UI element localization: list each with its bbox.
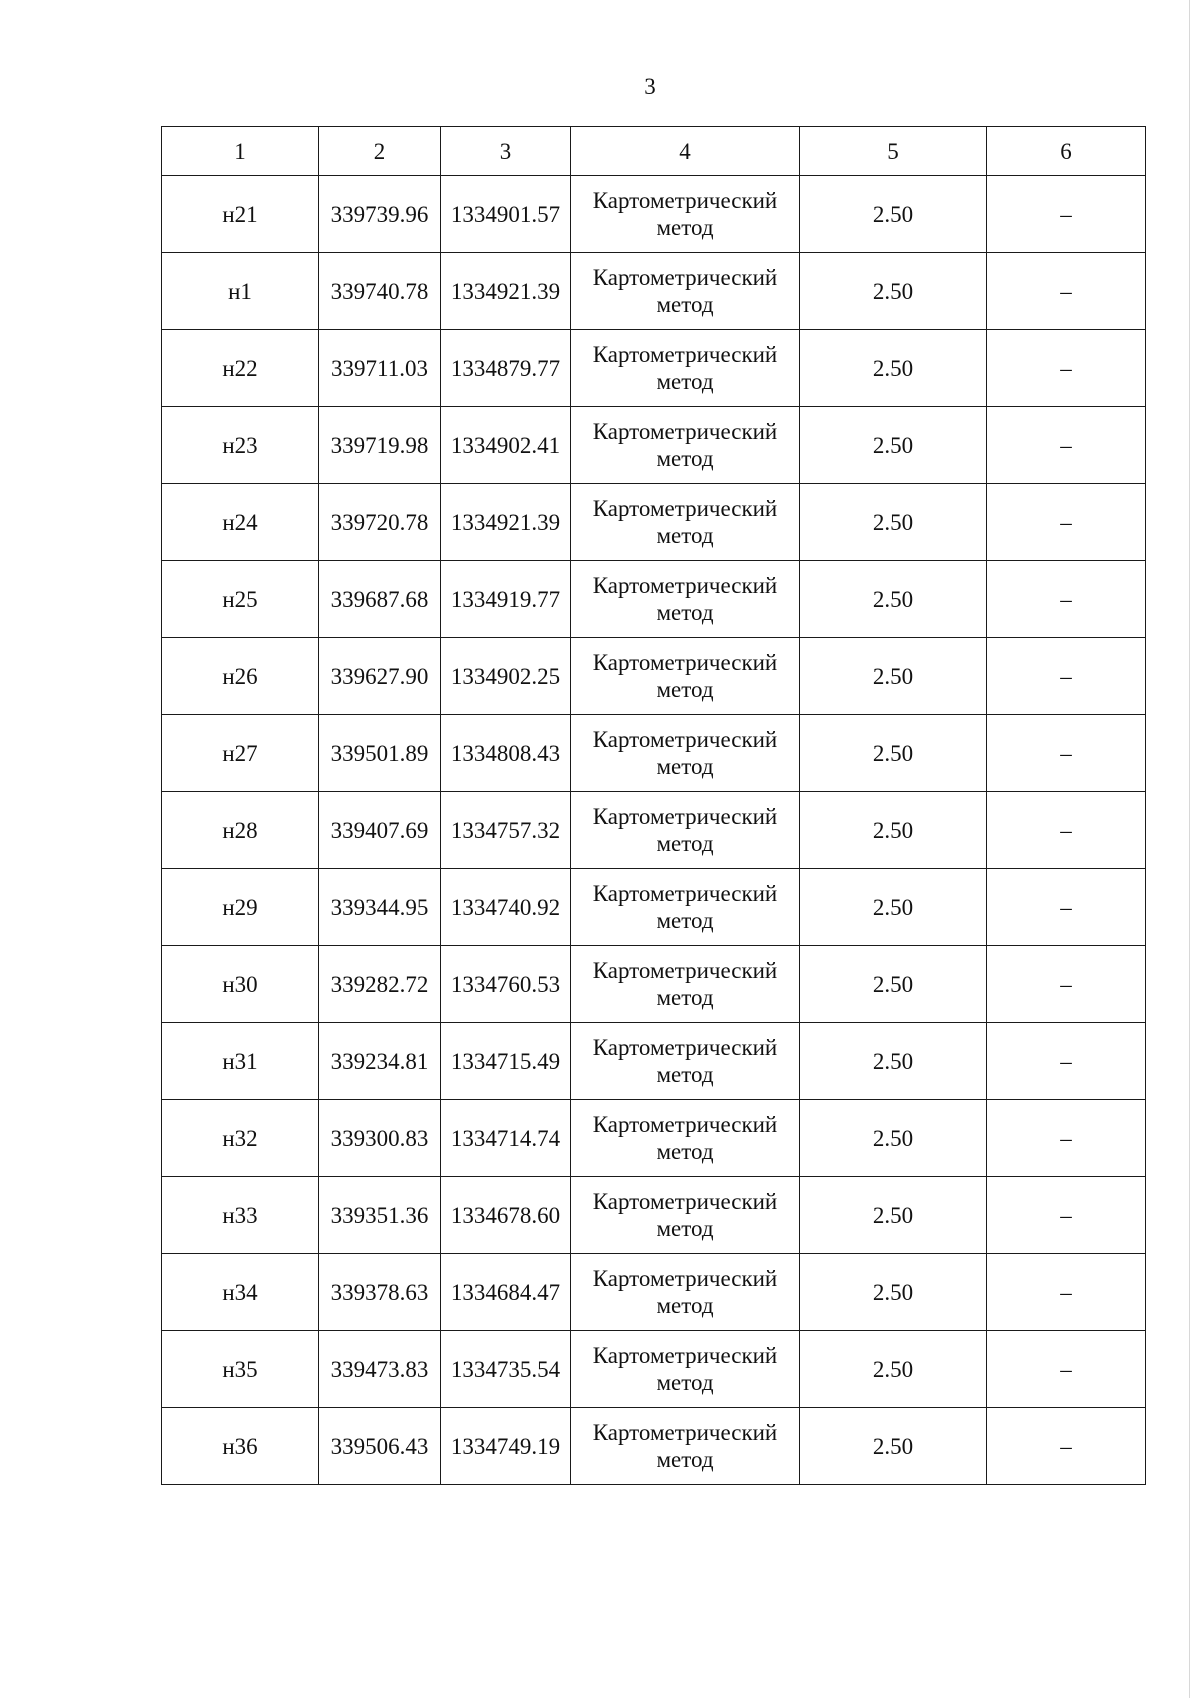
accuracy-cell: 2.50 [800, 407, 987, 484]
description-cell: – [987, 561, 1146, 638]
method-line-1: Картометрический [592, 573, 778, 598]
accuracy-cell: 2.50 [800, 253, 987, 330]
x-coordinate-cell: 339719.98 [319, 407, 441, 484]
table-row [162, 561, 1146, 638]
method-line-2: метод [656, 754, 714, 779]
method-line-1: Картометрический [592, 1343, 778, 1368]
y-coordinate-cell: 1334735.54 [441, 1331, 571, 1408]
accuracy-cell: 2.50 [800, 1177, 987, 1254]
method-cell [571, 1100, 800, 1177]
x-coordinate-cell: 339506.43 [319, 1408, 441, 1485]
table-row [162, 1023, 1146, 1100]
x-coordinate-cell: 339378.63 [319, 1254, 441, 1331]
method-cell [571, 715, 800, 792]
accuracy-cell: 2.50 [800, 715, 987, 792]
description-cell: – [987, 946, 1146, 1023]
table-row [162, 869, 1146, 946]
method-line-2: метод [656, 292, 714, 317]
method-cell [571, 253, 800, 330]
header-cell-5: 5 [800, 127, 987, 176]
method-line-1: Картометрический [592, 419, 778, 444]
accuracy-cell: 2.50 [800, 869, 987, 946]
method-cell [571, 407, 800, 484]
description-cell: – [987, 1408, 1146, 1485]
point-id-cell: н28 [162, 792, 319, 869]
y-coordinate-cell: 1334684.47 [441, 1254, 571, 1331]
method-line-2: метод [656, 985, 714, 1010]
y-coordinate-cell: 1334879.77 [441, 330, 571, 407]
point-id-cell: н35 [162, 1331, 319, 1408]
header-cell-4: 4 [571, 127, 800, 176]
header-cell-2: 2 [319, 127, 441, 176]
point-id-cell: н31 [162, 1023, 319, 1100]
method-line-2: метод [656, 369, 714, 394]
point-id-cell: н36 [162, 1408, 319, 1485]
x-coordinate-cell: 339720.78 [319, 484, 441, 561]
point-id-cell: н33 [162, 1177, 319, 1254]
x-coordinate-cell: 339344.95 [319, 869, 441, 946]
description-cell: – [987, 484, 1146, 561]
method-cell [571, 638, 800, 715]
accuracy-cell: 2.50 [800, 946, 987, 1023]
table-row [162, 1254, 1146, 1331]
description-cell: – [987, 638, 1146, 715]
point-id-cell: н34 [162, 1254, 319, 1331]
accuracy-cell: 2.50 [800, 330, 987, 407]
y-coordinate-cell: 1334808.43 [441, 715, 571, 792]
method-line-2: метод [656, 215, 714, 240]
method-line-2: метод [656, 1293, 714, 1318]
y-coordinate-cell: 1334921.39 [441, 484, 571, 561]
method-line-1: Картометрический [592, 342, 778, 367]
header-cell-1: 1 [162, 127, 319, 176]
method-cell [571, 561, 800, 638]
y-coordinate-cell: 1334714.74 [441, 1100, 571, 1177]
description-cell: – [987, 253, 1146, 330]
method-line-1: Картометрический [592, 727, 778, 752]
method-cell [571, 1254, 800, 1331]
accuracy-cell: 2.50 [800, 1100, 987, 1177]
point-id-cell: н24 [162, 484, 319, 561]
accuracy-cell: 2.50 [800, 484, 987, 561]
table-row [162, 946, 1146, 1023]
point-id-cell: н1 [162, 253, 319, 330]
method-cell [571, 946, 800, 1023]
accuracy-cell: 2.50 [800, 1331, 987, 1408]
table-header [162, 127, 1146, 176]
method-line-2: метод [656, 1139, 714, 1164]
x-coordinate-cell: 339473.83 [319, 1331, 441, 1408]
method-cell [571, 1408, 800, 1485]
accuracy-cell: 2.50 [800, 176, 987, 253]
x-coordinate-cell: 339407.69 [319, 792, 441, 869]
method-line-1: Картометрический [592, 496, 778, 521]
point-id-cell: н26 [162, 638, 319, 715]
table-row [162, 1408, 1146, 1485]
method-cell [571, 330, 800, 407]
description-cell: – [987, 715, 1146, 792]
table-row [162, 638, 1146, 715]
method-cell [571, 1331, 800, 1408]
method-line-1: Картометрический [592, 958, 778, 983]
description-cell: – [987, 330, 1146, 407]
x-coordinate-cell: 339739.96 [319, 176, 441, 253]
accuracy-cell: 2.50 [800, 638, 987, 715]
method-line-1: Картометрический [592, 650, 778, 675]
table-row [162, 1100, 1146, 1177]
page-number: 3 [644, 74, 656, 99]
point-id-cell: н23 [162, 407, 319, 484]
x-coordinate-cell: 339234.81 [319, 1023, 441, 1100]
method-cell [571, 1177, 800, 1254]
description-cell: – [987, 1331, 1146, 1408]
description-cell: – [987, 1254, 1146, 1331]
accuracy-cell: 2.50 [800, 561, 987, 638]
table-row [162, 1331, 1146, 1408]
description-cell: – [987, 176, 1146, 253]
x-coordinate-cell: 339282.72 [319, 946, 441, 1023]
description-cell: – [987, 407, 1146, 484]
y-coordinate-cell: 1334902.41 [441, 407, 571, 484]
description-cell: – [987, 869, 1146, 946]
y-coordinate-cell: 1334760.53 [441, 946, 571, 1023]
y-coordinate-cell: 1334757.32 [441, 792, 571, 869]
header-row [162, 127, 1146, 176]
method-line-2: метод [656, 446, 714, 471]
table-row [162, 407, 1146, 484]
method-line-1: Картометрический [592, 1112, 778, 1137]
table-row [162, 176, 1146, 253]
accuracy-cell: 2.50 [800, 1023, 987, 1100]
header-cell-3: 3 [441, 127, 571, 176]
method-line-2: метод [656, 1447, 714, 1472]
point-id-cell: н25 [162, 561, 319, 638]
point-id-cell: н29 [162, 869, 319, 946]
method-line-2: метод [656, 1370, 714, 1395]
point-id-cell: н22 [162, 330, 319, 407]
method-line-1: Картометрический [592, 1035, 778, 1060]
method-cell [571, 484, 800, 561]
table-row [162, 253, 1146, 330]
x-coordinate-cell: 339711.03 [319, 330, 441, 407]
table-row [162, 1177, 1146, 1254]
accuracy-cell: 2.50 [800, 792, 987, 869]
table-row [162, 484, 1146, 561]
method-line-1: Картометрический [592, 1420, 778, 1445]
coordinates-table [161, 126, 1146, 1485]
y-coordinate-cell: 1334715.49 [441, 1023, 571, 1100]
method-cell [571, 176, 800, 253]
table-row [162, 715, 1146, 792]
point-id-cell: н32 [162, 1100, 319, 1177]
method-line-1: Картометрический [592, 1266, 778, 1291]
x-coordinate-cell: 339351.36 [319, 1177, 441, 1254]
accuracy-cell: 2.50 [800, 1408, 987, 1485]
point-id-cell: н30 [162, 946, 319, 1023]
table-row [162, 792, 1146, 869]
x-coordinate-cell: 339740.78 [319, 253, 441, 330]
table-body [162, 176, 1146, 1485]
y-coordinate-cell: 1334749.19 [441, 1408, 571, 1485]
y-coordinate-cell: 1334919.77 [441, 561, 571, 638]
x-coordinate-cell: 339300.83 [319, 1100, 441, 1177]
x-coordinate-cell: 339687.68 [319, 561, 441, 638]
point-id-cell: н21 [162, 176, 319, 253]
description-cell: – [987, 1100, 1146, 1177]
method-line-2: метод [656, 908, 714, 933]
method-line-2: метод [656, 600, 714, 625]
method-line-1: Картометрический [592, 188, 778, 213]
y-coordinate-cell: 1334678.60 [441, 1177, 571, 1254]
method-line-1: Картометрический [592, 881, 778, 906]
accuracy-cell: 2.50 [800, 1254, 987, 1331]
method-line-2: метод [656, 677, 714, 702]
y-coordinate-cell: 1334902.25 [441, 638, 571, 715]
method-cell [571, 869, 800, 946]
method-line-2: метод [656, 523, 714, 548]
point-id-cell: н27 [162, 715, 319, 792]
x-coordinate-cell: 339627.90 [319, 638, 441, 715]
table-row [162, 330, 1146, 407]
method-line-1: Картометрический [592, 1189, 778, 1214]
description-cell: – [987, 792, 1146, 869]
x-coordinate-cell: 339501.89 [319, 715, 441, 792]
method-cell [571, 792, 800, 869]
method-line-2: метод [656, 1216, 714, 1241]
method-line-1: Картометрический [592, 804, 778, 829]
method-line-2: метод [656, 831, 714, 856]
y-coordinate-cell: 1334901.57 [441, 176, 571, 253]
method-line-1: Картометрический [592, 265, 778, 290]
method-cell [571, 1023, 800, 1100]
header-cell-6: 6 [987, 127, 1146, 176]
y-coordinate-cell: 1334740.92 [441, 869, 571, 946]
description-cell: – [987, 1177, 1146, 1254]
scan-edge-line [1189, 0, 1190, 1698]
method-line-2: метод [656, 1062, 714, 1087]
description-cell: – [987, 1023, 1146, 1100]
y-coordinate-cell: 1334921.39 [441, 253, 571, 330]
